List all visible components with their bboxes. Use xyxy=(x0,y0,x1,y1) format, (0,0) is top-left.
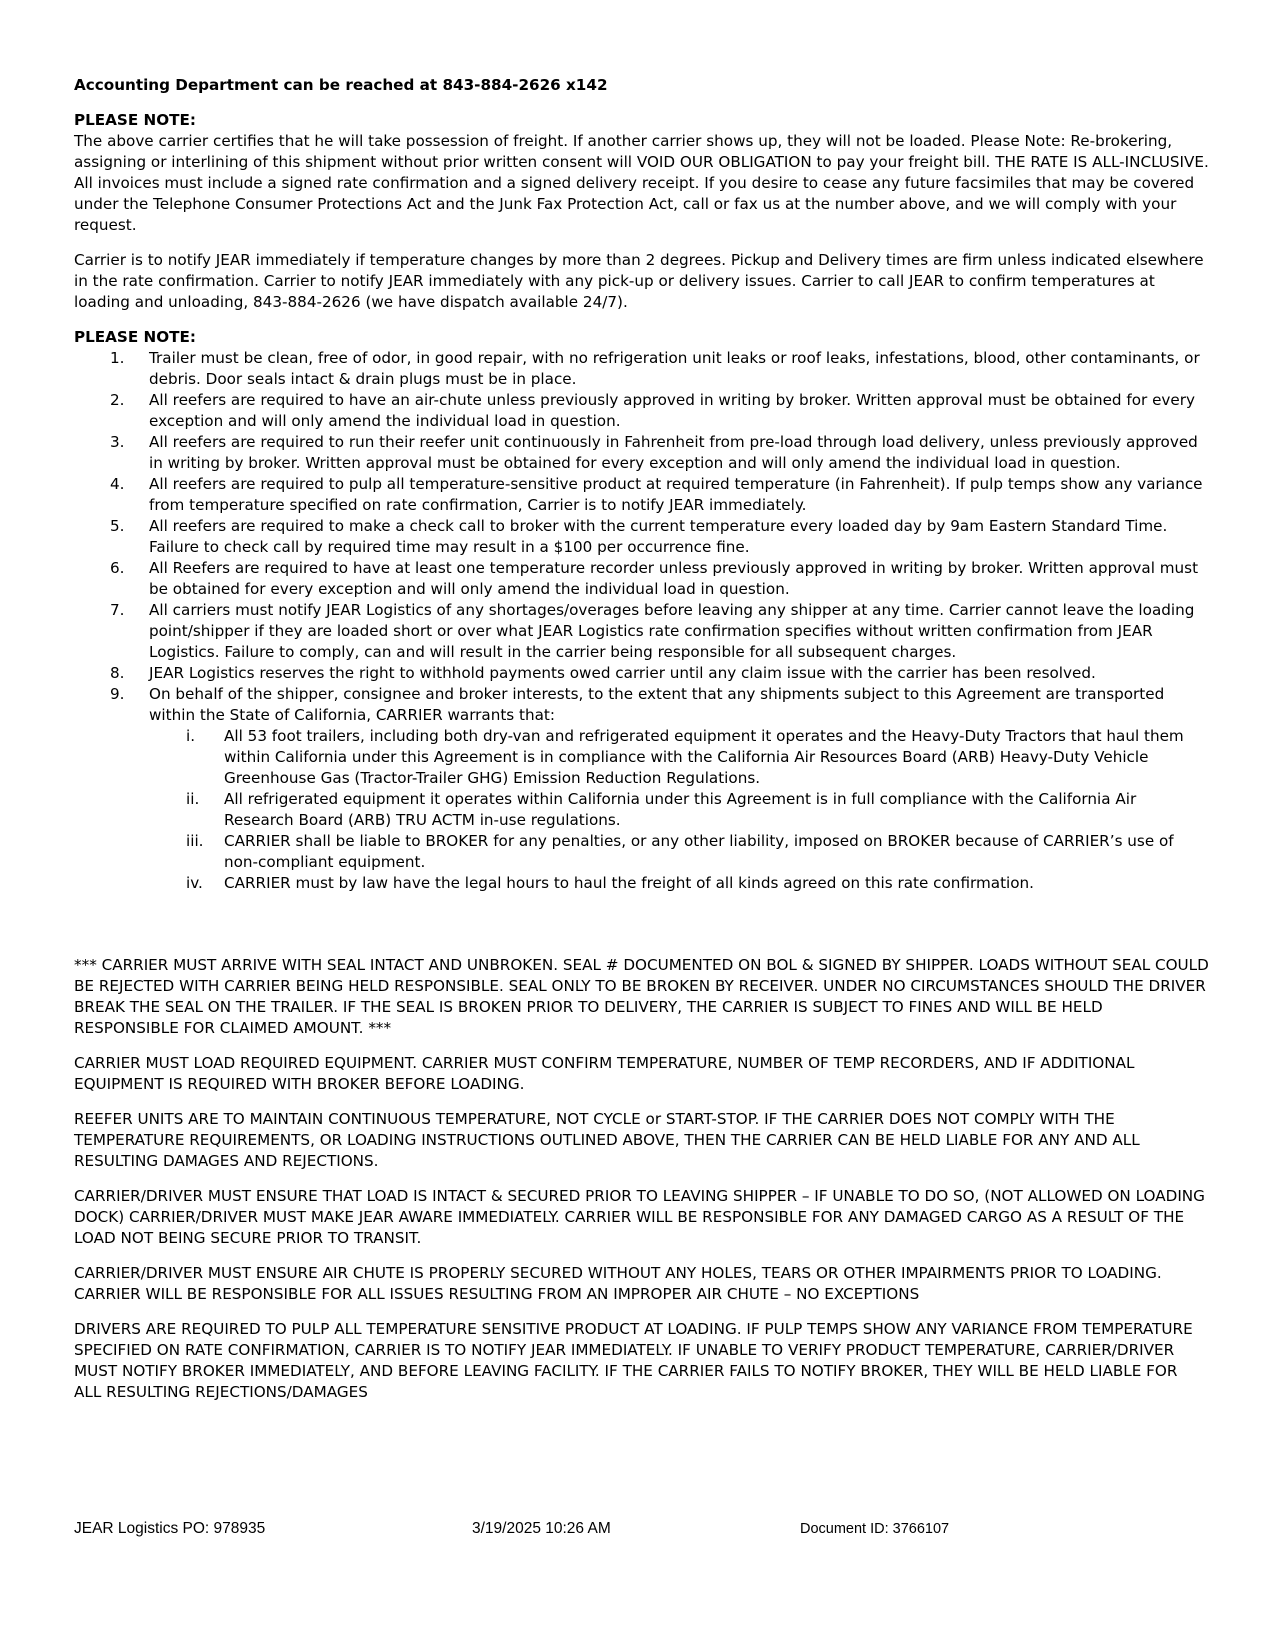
list-item: 8. JEAR Logistics reserves the right to withhold payments owed carrier until any claim issue with the carrier has been resolved. xyxy=(110,664,1096,682)
note-section-2 xyxy=(74,327,1209,894)
carrier-certification-paragraph: The above carrier certifies that he will take possession of freight. If another carrier shows up, they will not be loaded. Please Note: Re-brokering, assigning or interlining of this shipment without prior written consent will VOID OUR OBLIGATION to pay your freight bill. THE RATE IS ALL-INCLUSIVE. All invoices must include a signed rate confirmation and a signed delivery receipt. If you desire to cease any future facsimiles that may be covered under the Telephone Consumer Protections Act and the Junk Fax Protection Act, call or fax us at the number above, and we will comply with your request. xyxy=(74,132,1209,234)
list-item: 4. All reefers are required to pulp all temperature-sensitive product at required temperature (in Fahrenheit). If pulp temps show any variance from temperature specified on rate confirmation, Carrier is to notify JEAR immediately. xyxy=(110,475,1203,514)
list-item: 7. All carriers must notify JEAR Logistics of any shortages/overages before leaving any shipper at any time. Carrier cannot leave the loading point/shipper if they are loaded short or over what JEAR Logistics rate confirmation specifies without written confirmation from JEAR Logistics. Failure to comply, can and will result in the carrier being responsible for all subsequent charges. xyxy=(110,601,1195,661)
footer-document-id: Document ID: 3766107 xyxy=(800,1521,950,1537)
sub-list-item: ii. All refrigerated equipment it operates within California under this Agreement is in full compliance with the California Air Research Board (ARB) TRU ACTM in-use regulations. xyxy=(186,790,1137,829)
pulp-temperature-paragraph: DRIVERS ARE REQUIRED TO PULP ALL TEMPERATURE SENSITIVE PRODUCT AT LOADING. IF PULP TEMPS SHOW ANY VARIANCE FROM TEMPERATURE SPECIFIED ON RATE CONFIRMATION, CARRIER IS TO NOTIFY JEAR IMMEDIATELY. IF UNABLE TO VERIFY PRODUCT TEMPERATURE, CARRIER/DRIVER MUST NOTIFY BROKER IMMEDIATELY, AND BEFORE LEAVING FACILITY. IF THE CARRIER FAILS TO NOTIFY BROKER, THEY WILL BE HELD LIABLE FOR ALL RESULTING REJECTIONS/DAMAGES xyxy=(74,1320,1193,1401)
requirements-list xyxy=(74,348,1209,894)
temperature-notice-paragraph: Carrier is to notify JEAR immediately if temperature changes by more than 2 degrees. Pickup and Delivery times are firm unless indicated elsewhere in the rate confirmation. Carrier to notify JEAR immediately with any pick-up or delivery issues. Carrier to call JEAR to confirm temperatures at loading and unloading, 843-884-2626 (we have dispatch available 24/7). xyxy=(74,251,1204,311)
equipment-requirements-paragraph: CARRIER MUST LOAD REQUIRED EQUIPMENT. CARRIER MUST CONFIRM TEMPERATURE, NUMBER OF TEMP RECORDERS, AND IF ADDITIONAL EQUIPMENT IS REQUIRED WITH BROKER BEFORE LOADING. xyxy=(74,1054,1135,1093)
accounting-contact-line: Accounting Department can be reached at 843-884-2626 x142 xyxy=(74,76,608,94)
note-section-1 xyxy=(74,110,1209,236)
footer-datetime: 3/19/2025 10:26 AM xyxy=(472,1520,611,1537)
list-item: 3. All reefers are required to run their reefer unit continuously in Fahrenheit from pre-load through load delivery, unless previously approved in writing by broker. Written approval must be obtained for every exception and will only amend the individual load in question. xyxy=(110,433,1198,472)
california-warranties-list xyxy=(149,726,1209,894)
note-heading-2: PLEASE NOTE: xyxy=(74,328,196,346)
footer-po-number: JEAR Logistics PO: 978935 xyxy=(74,1520,266,1537)
list-item: 1. Trailer must be clean, free of odor, in good repair, with no refrigeration unit leaks or roof leaks, infestations, blood, other contaminants, or debris. Door seals intact & drain plugs must be in place. xyxy=(110,349,1200,388)
list-item: 9. On behalf of the shipper, consignee and broker interests, to the extent that any shipments subject to this Agreement are transported within the State of California, CARRIER warrants that: i. All 53 foot trailers, including both dry-van and refrigerated equipment it operates and the Heavy-Duty Tractors that haul them within California under this Agreement is in compliance with the California Air Resources Board (ARB) Heavy-Duty Vehicle Greenhouse Gas (Tractor-Trailer GHG) Emission Reduction Regulations. ii. All refrigerated equipment it operates within California under this Agreement is in full compliance with the California Air Research Board (ARB) TRU ACTM in-use regulations. iii. CARRIER shall be liable to BROKER for any penalties, or any other liability, imposed on BROKER because of CARRIER’s use of non-compliant equipment. iv. CARRIER must by law have the legal hours to haul the freight of all kinds agreed on this rate confirmation. xyxy=(74,684,1209,894)
document-page xyxy=(74,75,1209,1417)
seal-requirements-paragraph: *** CARRIER MUST ARRIVE WITH SEAL INTACT AND UNBROKEN. SEAL # DOCUMENTED ON BOL & SIGNED BY SHIPPER. LOADS WITHOUT SEAL COULD BE REJECTED WITH CARRIER BEING HELD RESPONSIBLE. SEAL ONLY TO BE BROKEN BY RECEIVER. UNDER NO CIRCUMSTANCES SHOULD THE DRIVER BREAK THE SEAL ON THE TRAILER. IF THE SEAL IS BROKEN PRIOR TO DELIVERY, THE CARRIER IS SUBJECT TO FINES AND WILL BE HELD RESPONSIBLE FOR CLAIMED AMOUNT. *** xyxy=(74,956,1209,1037)
list-item: 5. All reefers are required to make a check call to broker with the current temperature every loaded day by 9am Eastern Standard Time. Failure to check call by required time may result in a $100 per occurrence fine. xyxy=(110,517,1168,556)
note-heading-1: PLEASE NOTE: xyxy=(74,111,196,129)
reefer-units-paragraph: REEFER UNITS ARE TO MAINTAIN CONTINUOUS TEMPERATURE, NOT CYCLE or START-STOP. IF THE CARRIER DOES NOT COMPLY WITH THE TEMPERATURE REQUIREMENTS, OR LOADING INSTRUCTIONS OUTLINED ABOVE, THEN THE CARRIER CAN BE HELD LIABLE FOR ANY AND ALL RESULTING DAMAGES AND REJECTIONS. xyxy=(74,1110,1140,1170)
sub-list-item: iii. CARRIER shall be liable to BROKER for any penalties, or any other liability, imposed on BROKER because of CARRIER’s use of non-compliant equipment. xyxy=(186,832,1174,871)
sub-list-item: iv. CARRIER must by law have the legal hours to haul the freight of all kinds agreed on this rate confirmation. xyxy=(186,874,1035,892)
list-item: 6. All Reefers are required to have at least one temperature recorder unless previously approved in writing by broker. Written approval must be obtained for every exception and will only amend the individual load in question. xyxy=(110,559,1199,598)
list-item: 2. All reefers are required to have an air-chute unless previously approved in writing by broker. Written approval must be obtained for every exception and will only amend the individual load in question. xyxy=(110,391,1195,430)
sub-list-item: i. All 53 foot trailers, including both dry-van and refrigerated equipment it operates and the Heavy-Duty Tractors that haul them within California under this Agreement is in compliance with the California Air Resources Board (ARB) Heavy-Duty Vehicle Greenhouse Gas (Tractor-Trailer GHG) Emission Reduction Regulations. xyxy=(186,727,1184,787)
air-chute-paragraph: CARRIER/DRIVER MUST ENSURE AIR CHUTE IS PROPERLY SECURED WITHOUT ANY HOLES, TEARS OR OTHER IMPAIRMENTS PRIOR TO LOADING. CARRIER WILL BE RESPONSIBLE FOR ALL ISSUES RESULTING FROM AN IMPROPER AIR CHUTE – NO EXCEPTIONS xyxy=(74,1264,1162,1303)
load-secured-paragraph: CARRIER/DRIVER MUST ENSURE THAT LOAD IS INTACT & SECURED PRIOR TO LEAVING SHIPPER – IF UNABLE TO DO SO, (NOT ALLOWED ON LOADING DOCK) CARRIER/DRIVER MUST MAKE JEAR AWARE IMMEDIATELY. CARRIER WILL BE RESPONSIBLE FOR ANY DAMAGED CARGO AS A RESULT OF THE LOAD NOT BEING SECURE PRIOR TO TRANSIT. xyxy=(74,1187,1205,1247)
